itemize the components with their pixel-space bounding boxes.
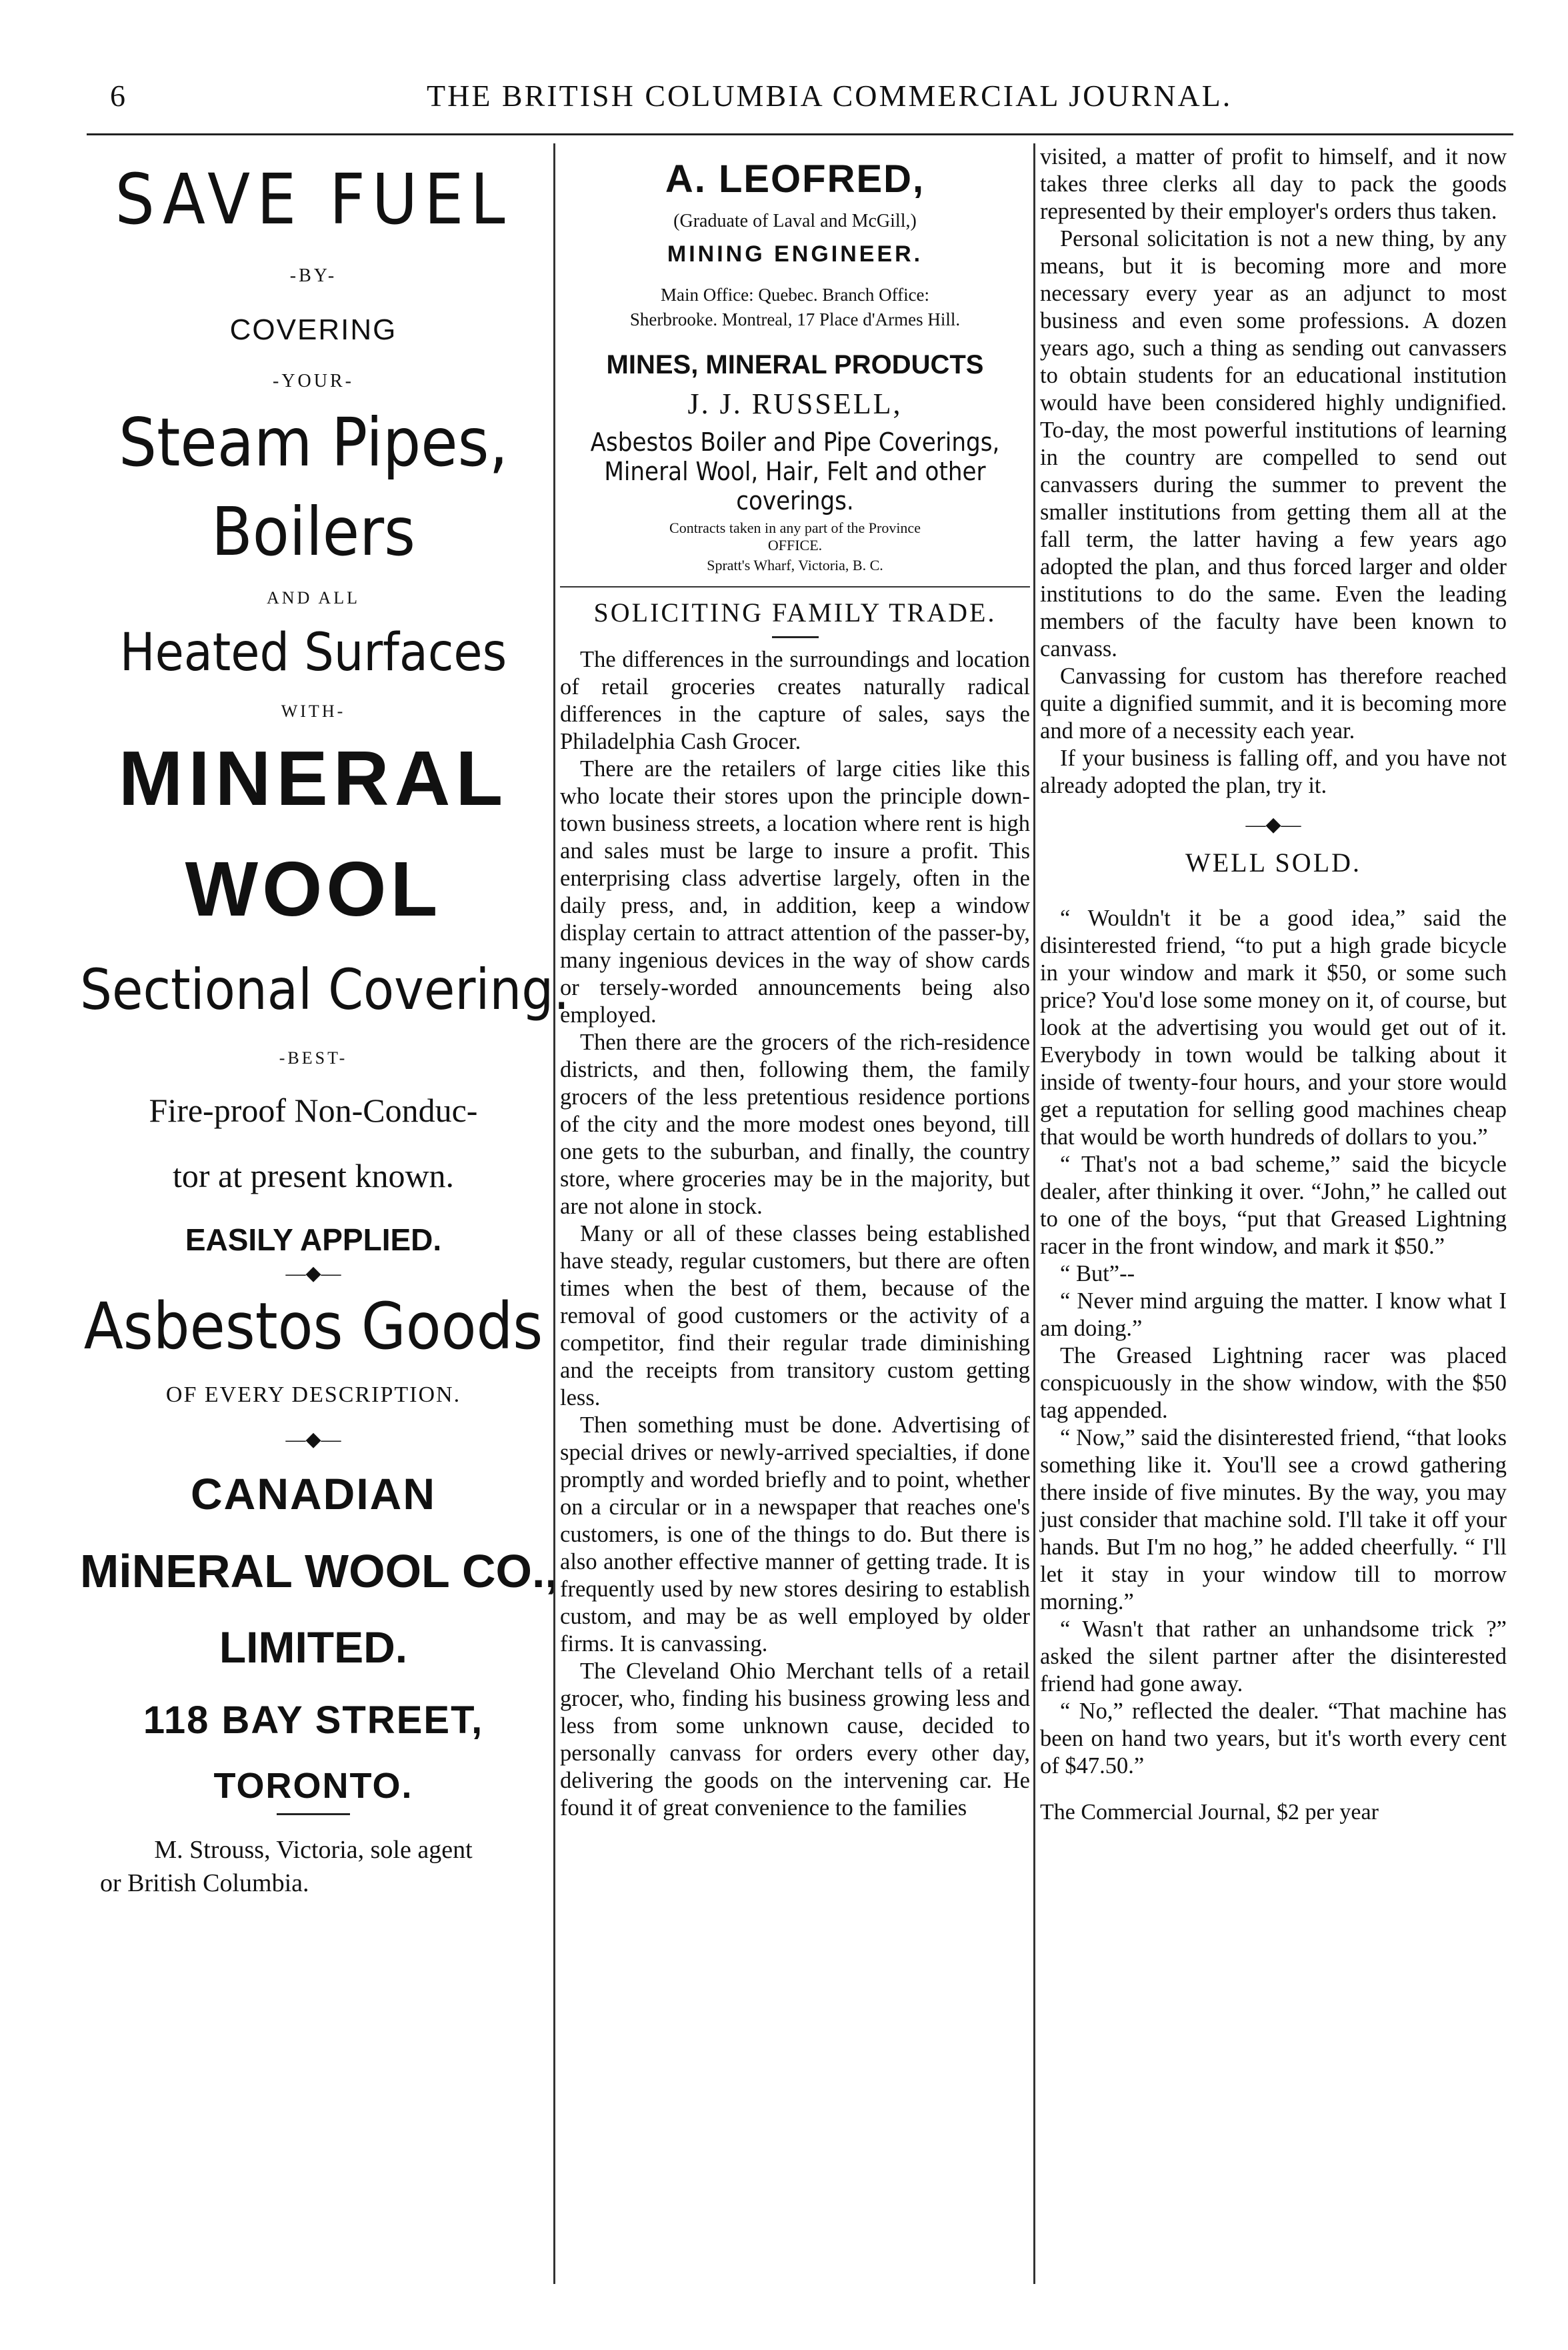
mines-heading: MINES, MINERAL PRODUCTS [606,350,984,379]
ad-fireproof-1: Fire-proof Non-Conduc- [149,1092,478,1129]
article-paragraph: Personal solicitation is not a new thing, by any means, but it is becoming more and more necessary every year as an adjunct to most business and even some professions. A dozen years ago, such a thing as sending out canvassers to obtain students for an educational institution would have been considered highly undignified. To-day, the most powerful institutions of learning in the country are compelled to send out canvassers during the summer to prevent the smaller institutions from getting them all at the fall term, the latter having a few years ago adopted the plan, and thus forced larger and older institutions to do the same. Even the leading members of the faculty have been known to canvass. [1040,226,1507,662]
ad-mineral: MINERAL [118,735,509,822]
ad-easily-applied: EASILY APPLIED. [185,1222,442,1257]
russell-line-6: Spratt's Wharf, Victoria, B. C. [707,557,883,573]
ad-best: -BEST- [279,1048,348,1068]
leofred-offices-2: Sherbrooke. Montreal, 17 Place d'Armes Hill. [629,309,961,329]
ad-agent-2: or British Columbia. [100,1869,309,1897]
journal-title: THE BRITISH COLUMBIA COMMERCIAL JOURNAL. [427,79,1233,113]
column-divider-2 [1033,143,1035,2284]
article-title: SOLICITING FAMILY TRADE. [593,598,997,628]
ad-wool: WOOL [185,846,442,932]
header-rule [87,133,1513,135]
ad-limited: LIMITED. [219,1622,408,1672]
russell-line-2: Mineral Wool, Hair, Felt and other [604,457,986,486]
article-paragraph: “ Wasn't that rather an unhandsome trick ?” asked the silent partner after the disinterested friend had gone away. [1040,1616,1507,1696]
article-title: WELL SOLD. [1185,848,1362,878]
mineral-wool-advertisement [80,143,570,1898]
ad-canadian: CANADIAN [191,1469,436,1518]
article-paragraph: The Greased Lightning racer was placed conspicuously in the show window, with the $50 tag appended. [1040,1343,1507,1423]
article-paragraph: “ Never mind arguing the matter. I know what I am doing.” [1040,1288,1507,1341]
ad-with: WITH- [281,702,346,721]
title-rule [772,636,819,638]
leofred-card [560,157,1030,330]
subscription-notice: The Commercial Journal, $2 per year [1040,1800,1379,1825]
article-paragraph: If your business is falling off, and you have not already adopted the plan, try it. [1040,746,1507,798]
russell-line-5: OFFICE. [767,537,823,553]
ad-your: -YOUR- [273,371,354,391]
article-paragraph: “ But”-- [1060,1261,1135,1286]
page-number: 6 [110,79,125,113]
article-paragraph: visited, a matter of profit to himself, and it now takes three clerks all day to pack the goods represented by their employer's orders thus taken. [1040,144,1507,224]
ad-and-all: AND ALL [267,588,360,608]
article-well-sold [1040,847,1507,1780]
leofred-graduate: (Graduate of Laval and McGill,) [673,211,917,231]
ad-fireproof-2: tor at present known. [172,1157,455,1194]
ad-address: 118 BAY STREET, [143,1698,484,1742]
ad-sectional-covering: Sectional Covering. [80,957,570,1022]
article-paragraph: “ That's not a bad scheme,” said the bicycle dealer, after thinking it over. “John,” he called out to one of the boys, “put that Greased Lightning racer in the front window, and mark it $50.” [1040,1152,1507,1259]
ad-ornament: —◆— [285,1262,341,1284]
ad-covering: COVERING [229,313,397,346]
leofred-title: MINING ENGINEER. [667,241,923,267]
leofred-offices-1: Main Office: Quebec. Branch Office: [660,285,930,305]
leofred-name: A. LEOFRED, [665,157,925,201]
page-header [80,70,1487,123]
article-paragraph: “ No,” reflected the dealer. “That machine has been on hand two years, but it's worth every cent of $47.50.” [1040,1698,1507,1779]
article-paragraph: Then there are the grocers of the rich-residence districts, and then, following them, the family grocers of the less pretentious residence portions of the city and the more modest ones beyond, till one gets to the suburban, and finally, the country store, where groceries may be in the majority, but are not alone in stock. [560,1030,1030,1219]
middle-column [560,143,1030,1822]
russell-line-1: Asbestos Boiler and Pipe Coverings, [590,427,1000,457]
article-paragraph: Canvassing for custom has therefore reached quite a dignified summit, and it is becoming more and more of a necessity each year. [1040,664,1507,744]
article-paragraph: The differences in the surroundings and location of retail groceries creates naturally radical differences in the capture of sales, says the Philadelphia Cash Grocer. [560,647,1030,754]
russell-name: J. J. RUSSELL, [687,387,903,420]
ad-city: TORONTO. [213,1766,413,1806]
article-paragraph: “ Wouldn't it be a good idea,” said the disinterested friend, “to put a high grade bicycle in your window and mark it $50, or some such price? You'd lose some money on it, of course, but look at the advertising you would get out of it. Everybody in town would be talking about it inside of twenty-four hours, and your store would get a reputation for selling good machines cheap that would be worth hundreds of dollars to you.” [1040,906,1507,1150]
ad-asbestos-goods: Asbestos Goods [83,1289,543,1364]
article-paragraph: Many or all of these classes being established have steady, regular customers, but there are often times when the best of them, because of the removal of good customers or the activity of a competitor, find their regular trade diminishing and the receipts from transitory custom getting less. [560,1221,1030,1410]
ad-rule [277,1813,350,1815]
article-paragraph: “ Now,” said the disinterested friend, “that looks something like it. You'll see a crowd gathering there inside of five minutes. By the way, you may just consider that machine sold. I'll take it off your hands. But I'm no hog,” he added cheerfully. “ I'll let it stay in your window till to morrow morning.” [1040,1425,1507,1614]
ad-boilers: Boilers [211,493,415,571]
article-soliciting-family-trade [560,597,1030,1822]
ad-ornament-2: —◆— [285,1428,341,1450]
ads-rule [560,586,1030,588]
russell-card [560,350,1030,574]
russell-line-3: coverings. [736,486,854,515]
column-divider-1 [553,143,555,2284]
ad-heated-surfaces: Heated Surfaces [119,623,507,683]
ad-agent-1: M. Strouss, Victoria, sole agent [154,1836,473,1864]
article-paragraph: Then something must be done. Advertising of special drives or newly-arrived specialties, if done promptly and worded briefly and to point, whether on a circular or in a newspaper that reaches one's customers, is one of the things to do. But there is also another effective manner of getting trade. It is frequently used by new stores desiring to establish custom, and may be as well employed by older firms. It is canvassing. [560,1412,1030,1656]
ad-every-description: OF EVERY DESCRIPTION. [165,1382,461,1407]
article-paragraph: There are the retailers of large cities like this who locate their stores upon the principle down-town business streets, a location where rent is high and sales must be large to insure a profit. This enterprising class advertise largely, often in the daily press, and, in addition, keep a window display certain to attract attention of the passer-by, many ingenious devices in the way of show cards or tersely-worded announcements being also employed. [560,756,1030,1028]
ad-steam-pipes: Steam Pipes, [118,403,509,481]
ad-headline: SAVE FUEL [115,159,512,240]
section-ornament: —◆— [1245,814,1301,836]
ad-by: -BY- [289,265,337,286]
russell-line-4: Contracts taken in any part of the Province [669,519,921,536]
article-paragraph: The Cleveland Ohio Merchant tells of a retail grocer, who, finding his business growing less and less from some unknown cause, decided to personally canvass for orders every other day, delivering the goods on the intervening car. He found it of great convenience to the families [560,1658,1030,1821]
ad-company-name: MiNERAL WOOL CO., [80,1545,558,1597]
article-continuation [1040,143,1507,800]
right-column [1040,143,1507,1848]
